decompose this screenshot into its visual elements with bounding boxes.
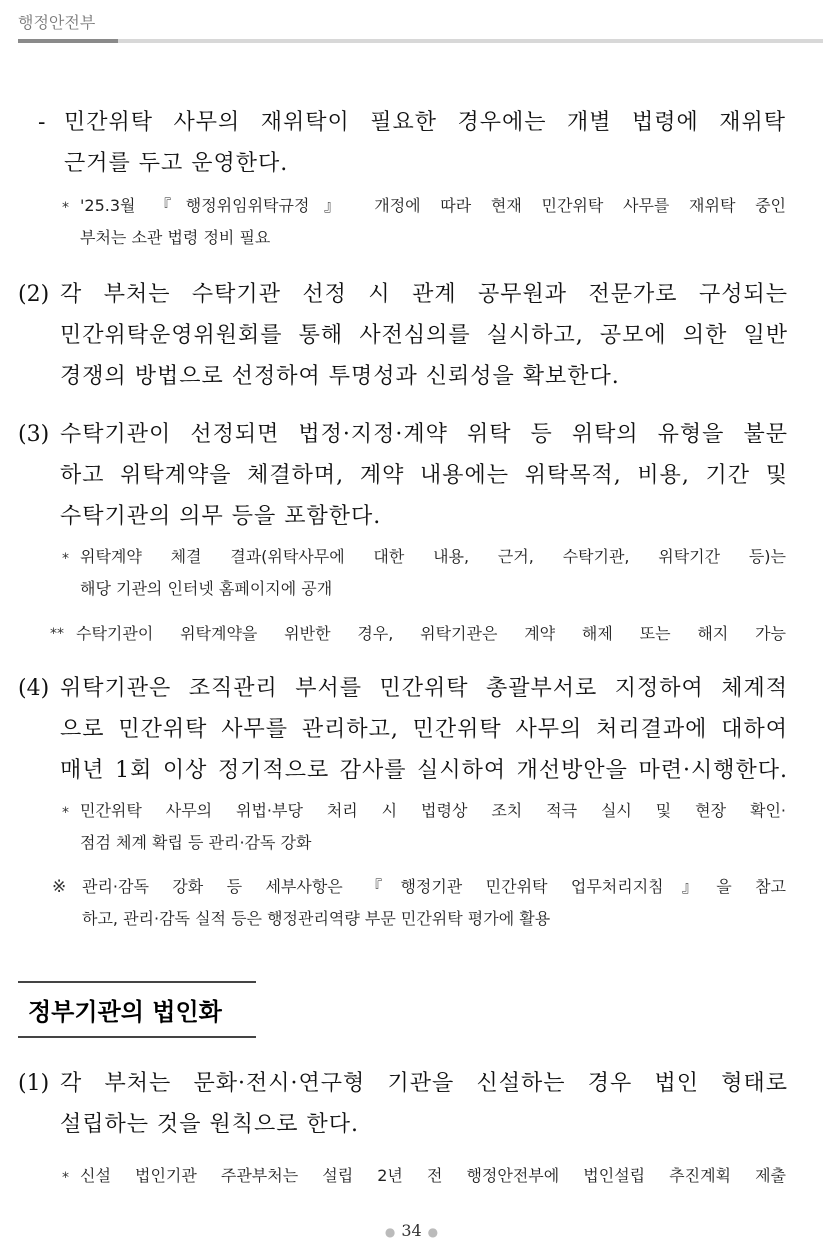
item-text bbox=[60, 414, 788, 537]
item-number: (1) bbox=[18, 1071, 50, 1096]
item-line-2: 민간위탁운영위원회를 통해 사전심의를 실시하고, 공모에 의한 일반 bbox=[60, 323, 788, 348]
item-text bbox=[60, 1063, 788, 1145]
note-line-1: '25.3월 『행정위임위탁규정』 개정에 따라 현재 민간위탁 사무를 재위탁 중인 bbox=[80, 196, 786, 215]
note-line-2: 점검 체계 확립 등 관리·감독 강화 bbox=[80, 833, 312, 852]
note-text bbox=[80, 190, 786, 254]
item-line-1: 수탁기관이 선정되면 법정·지정·계약 위탁 등 위탁의 유형을 불문 bbox=[60, 422, 788, 447]
item-number: (4) bbox=[18, 676, 50, 701]
section-heading-box bbox=[18, 981, 256, 1038]
reference-text bbox=[82, 871, 786, 935]
section-title: 정부기관의 법인화 bbox=[28, 998, 222, 1026]
item-line-3: 매년 1회 이상 정기적으로 감사를 실시하여 개선방안을 마련·시행한다. bbox=[60, 758, 788, 783]
item-line-1: 위탁기관은 조직관리 부서를 민간위탁 총괄부서로 지정하여 체계적 bbox=[60, 676, 788, 701]
item-text bbox=[60, 274, 788, 397]
note-marker: ** bbox=[50, 626, 64, 642]
note-line-1: 수탁기관이 위탁계약을 위반한 경우, 위탁기관은 계약 해제 또는 해지 가능 bbox=[76, 624, 786, 643]
header-rule-accent bbox=[18, 39, 118, 43]
page-number: 34 bbox=[401, 1221, 422, 1240]
note-text bbox=[80, 1160, 786, 1192]
note-text bbox=[80, 795, 786, 859]
item-line-3: 수탁기관의 의무 등을 포함한다. bbox=[60, 504, 382, 529]
item-text bbox=[60, 668, 788, 791]
note-marker: * bbox=[62, 805, 69, 821]
note-marker: * bbox=[62, 551, 69, 567]
note-text bbox=[76, 618, 786, 650]
item-line-1: 각 부처는 문화·전시·연구형 기관을 신설하는 경우 법인 형태로 bbox=[60, 1071, 788, 1096]
note-line-1: 신설 법인기관 주관부처는 설립 2년 전 행정안전부에 법인설립 추진계획 제출 bbox=[80, 1166, 786, 1185]
item-line-3: 경쟁의 방법으로 선정하여 투명성과 신뢰성을 확보한다. bbox=[60, 364, 620, 389]
note-marker: * bbox=[62, 1170, 69, 1186]
note-text bbox=[80, 541, 786, 605]
item-number: (3) bbox=[18, 422, 50, 447]
dash-marker: - bbox=[38, 110, 46, 135]
reference-line-1: 관리·감독 강화 등 세부사항은 『행정기관 민간위탁 업무처리지침』을 참고 bbox=[82, 877, 786, 896]
header-rule bbox=[18, 39, 823, 43]
note-marker: * bbox=[62, 200, 69, 216]
item-number: (2) bbox=[18, 282, 50, 307]
footer-dot-left: ● bbox=[384, 1224, 396, 1239]
note-line-1: 위탁계약 체결 결과(위탁사무에 대한 내용, 근거, 수탁기관, 위탁기간 등)는 bbox=[80, 547, 786, 566]
reference-marker: ※ bbox=[52, 877, 67, 897]
note-line-1: 민간위탁 사무의 위법·부당 처리 시 법령상 조치 적극 실시 및 현장 확인· bbox=[80, 801, 786, 820]
note-line-2: 부처는 소관 법령 정비 필요 bbox=[80, 228, 271, 247]
footer-dot-right: ● bbox=[427, 1224, 439, 1239]
dash-text bbox=[64, 102, 786, 184]
ministry-name: 행정안전부 bbox=[18, 13, 96, 32]
item-line-2: 으로 민간위탁 사무를 관리하고, 민간위탁 사무의 처리결과에 대하여 bbox=[60, 717, 788, 742]
item-line-1: 각 부처는 수탁기관 선정 시 관계 공무원과 전문가로 구성되는 bbox=[60, 282, 788, 307]
reference-line-2: 하고, 관리·감독 실적 등은 행정관리역량 부문 민간위탁 평가에 활용 bbox=[82, 909, 551, 928]
item-line-2: 설립하는 것을 원칙으로 한다. bbox=[60, 1112, 359, 1137]
page-footer bbox=[0, 1221, 823, 1240]
dash-line-2: 근거를 두고 운영한다. bbox=[64, 151, 289, 176]
dash-line-1: 민간위탁 사무의 재위탁이 필요한 경우에는 개별 법령에 재위탁 bbox=[64, 110, 786, 135]
note-line-2: 해당 기관의 인터넷 홈페이지에 공개 bbox=[80, 579, 333, 598]
item-line-2: 하고 위탁계약을 체결하며, 계약 내용에는 위탁목적, 비용, 기간 및 bbox=[60, 463, 788, 488]
